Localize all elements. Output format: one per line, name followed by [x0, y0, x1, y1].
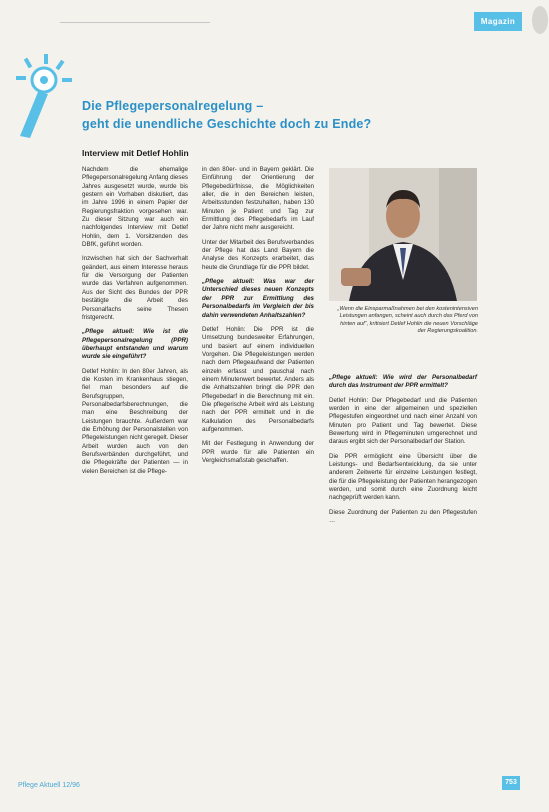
- paragraph: Die PPR ermöglicht eine Übersicht über die Leistungs- und Bedarfsentwicklung, da sie unter anderem Zeitwerte für einzelne Leistungen festlegt, die für die Pflegeleistung der Patienten herangezogen werden, und somit durch eine Zuordnung leicht nachgeprüft werden kann.: [329, 452, 477, 502]
- paragraph: Inzwischen hat sich der Sachverhalt geändert, aus einem Interesse heraus für die Versorgung der Patienten wurde das Verfahren aufgenommen. Aus der Sicht des Bundes der PPR bestätigte die Arbeit des Personalfachs seine Thesen fristgerecht.: [82, 255, 188, 321]
- header-rule: [60, 22, 210, 23]
- portrait-photo: [329, 168, 477, 301]
- paragraph: Detlef Hohlin: Die PPR ist die Umsetzung bundesweiter Erfahrungen, und basiert auf einem individuellen Vorgehen. Die Pflegeleistungen werden nach dem Pflegeaufwand der Patienten einzeln erfasst und pauschal nach einem Minutenwert bewertet. Anders als die Anhaltszahlen bringt die PPR den Pflegebedarf in die Berechnung mit ein. Die pflegerische Arbeit wird als Leistung nach der PPR ermittelt und in die Kalkulation des Personalbedarfs aufgenommen.: [202, 325, 314, 433]
- paragraph: Diese Zuordnung der Patienten zu den Pflegestufen …: [329, 508, 477, 525]
- photo-caption: „Wenn die Einsparmaßnahmen bei den kostenintensiven Leistungen anfangen, scheint auch durch das Pferd von hinten auf“, kritisiert Detlef Hohlin die neuen Vorschläge der Regierungskoalition.: [337, 306, 478, 335]
- page-number: 753: [502, 776, 520, 790]
- interview-byline: Interview mit Detlef Hohlin: [82, 148, 189, 158]
- scan-mark: [520, 0, 549, 60]
- paragraph: Unter der Mitarbeit des Berufsverbandes der Pflege hat das Land Bayern die Analyse des Konzepts erarbeitet, das heute die Grundlage für die PPR bildet.: [202, 238, 314, 271]
- portrait-image: [329, 168, 477, 301]
- paragraph: Mit der Festlegung in Anwendung der PPR wurde für alle Patienten ein Vergleichsmaßstab geschaffen.: [202, 440, 314, 464]
- question: „Pflege aktuell: Wie ist die Pflegepersonalregelung (PPR) überhaupt entstanden und warum wurde sie eingeführt?: [82, 328, 188, 361]
- section-tab: Magazin: [474, 12, 522, 31]
- paragraph: Detlef Hohlin: In den 80er Jahren, als die Kosten im Krankenhaus stiegen, fiel man besonders auf die Berufsgruppen, Personalbedarfsberechnungen, die man eine Beschreibung der Leistungen brauchte. Außerdem war die Erhöhung der Personalstellen von Pflegeleistungen nicht geregelt. Dieser Arbeit wurden auch von den Berufsverbänden durchgeführt, und die Pflegekräfte der Patienten — in vielen Bereichen ist die Pflege-: [82, 367, 188, 475]
- paragraph: Detlef Hohlin: Der Pflegebedarf und die Patienten werden in eine der allgemeinen und speziellen Pflegestufen eingeordnet und nach einer Anzahl von Minuten pro Patient und Tag bewertet. Diese Bewertung wird in Pflegeminuten umgerechnet und daraus ergibt sich der Personalbedarf der Station.: [329, 396, 477, 446]
- question: „Pflege aktuell: Wie wird der Personalbedarf durch das Instrument der PPR ermittelt?: [329, 374, 477, 390]
- question: „Pflege aktuell: Was war der Unterschied dieses neuen Konzepts der PPR zur Ermittlung des Personalbedarfs im Vergleich der bis dahin verwendeten Anhaltszahlen?: [202, 278, 314, 319]
- text-column-1: [82, 166, 188, 482]
- paragraph: in den 80er- und in Bayern geklärt. Die Einführung der Orientierung der Pflegebedürfnisse, die Möglichkeiten aller, die in den Bereichen leisten, Arbeitsstunden festzuhalten, haben 130 Minuten je Patient und Tag zur Ermittlung des Pflegebedarfs im Lauf der Jahre nicht mehr ausgereicht.: [202, 166, 314, 232]
- article-headline: [82, 97, 502, 133]
- headline-line-2: geht die unendliche Geschichte doch zu Ende?: [82, 117, 372, 131]
- text-column-2: [202, 166, 314, 471]
- paragraph: Nachdem die ehemalige Pflegepersonalregelung Anfang dieses Jahres ausgesetzt wurde, wurde bis gestern ein Vorhaben diskutiert, das im Jahre 1996 in einem Papier der Regierungsfraktion vorgesehen war. Zu dieser Sitzung war auch ein nachfolgendes Interview mit Detlef Hohlin, dem 1. Vorsitzenden des DBfK, geführt worden.: [82, 166, 188, 249]
- pen-light-emblem-icon: [10, 50, 72, 140]
- headline-line-1: Die Pflegepersonalregelung –: [82, 99, 264, 113]
- journal-footer: Pflege Aktuell 12/96: [18, 782, 80, 789]
